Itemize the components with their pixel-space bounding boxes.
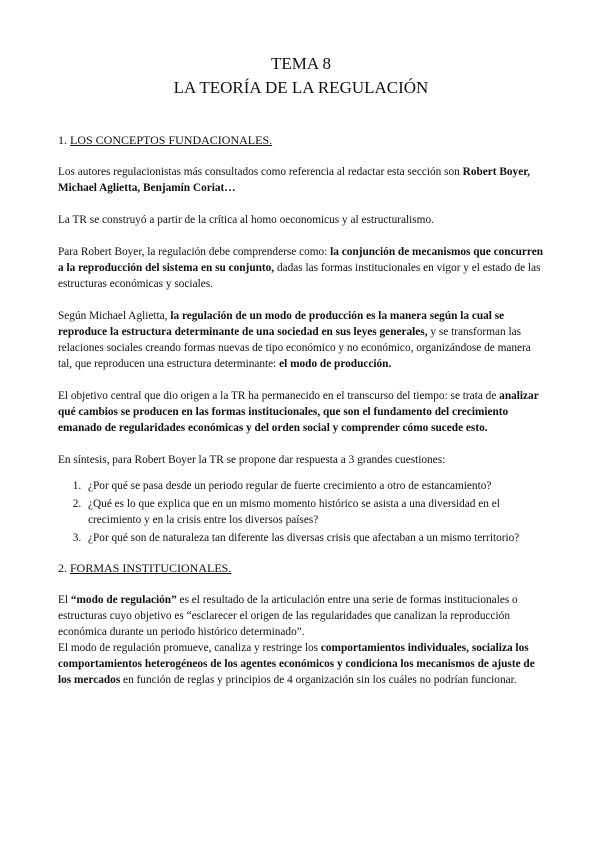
section-2-heading [58, 560, 544, 576]
paragraph-tr-origin-text: La TR se construyó a partir de la crítica al homo oeconomicus y al estructuralismo. [58, 214, 434, 226]
document-page [58, 52, 544, 688]
section-1-title: LOS CONCEPTOS FUNDACIONALES. [70, 133, 273, 147]
paragraph-boyer-text-1: Para Robert Boyer, la regulación debe comprenderse como: [58, 246, 331, 258]
paragraph-aglietta-text-2: y se transforman las relaciones sociales creando formas nuevas de tipo económico y no económico, organizándose de manera tal, que reproducen una estructura determinante: [58, 326, 531, 370]
paragraph-tr-origin [58, 212, 544, 228]
section-1-number: 1. [58, 133, 67, 147]
paragraph-promueve-text-2: en función de reglas y principios de 4 organización sin los cuáles no podrían funcionar. [120, 674, 517, 686]
paragraph-promueve [58, 640, 544, 688]
page-title [58, 52, 544, 100]
question-item-3: 3. ¿Por qué son de naturaleza tan diferente las diversas crisis que afectaban a un mismo territorio? [84, 530, 544, 546]
paragraph-boyer-bold: la conjunción de mecanismos que concurren a la reproducción del sistema en su conjunto, [58, 246, 544, 274]
paragraph-aglietta-bold-2: el modo de producción. [279, 358, 392, 370]
paragraph-objective [58, 388, 544, 436]
paragraph-synthesis-text: En síntesis, para Robert Boyer la TR se propone dar respuesta a 3 grandes cuestiones: [58, 454, 446, 466]
title-line-1: TEMA 8 [271, 54, 331, 73]
questions-list [58, 478, 544, 546]
section-2-title: FORMAS INSTITUCIONALES. [70, 561, 232, 575]
paragraph-aglietta-text-1: Según Michael Aglietta, [58, 310, 171, 322]
paragraph-authors-bold: Robert Boyer, Michael Aglietta, Benjamín Coriat… [58, 166, 531, 194]
title-line-2: LA TEORÍA DE LA REGULACIÓN [173, 78, 429, 97]
paragraph-promueve-bold: comportamientos individuales, socializa los comportamientos heterogéneos de los agentes económicos y condiciona los mecanismos de ajuste de los mercados [58, 642, 535, 686]
paragraph-boyer [58, 244, 544, 292]
paragraph-aglietta-bold-1: la regulación de un modo de producción es la manera según la cual se reproduce la estructura determinante de una sociedad en sus leyes generales, [58, 310, 505, 338]
paragraph-promueve-text-1: El modo de regulación promueve, canaliza y restringe los [58, 642, 321, 654]
paragraph-boyer-text-2: dadas las formas institucionales en vigor y el estado de las estructuras económicas y sociales. [58, 262, 541, 290]
paragraph-authors-text: Los autores regulacionistas más consultados como referencia al redactar esta sección son [58, 166, 463, 178]
paragraph-synthesis [58, 452, 544, 468]
paragraph-modo-regulacion-text-2: es el resultado de la articulación entre una serie de formas institucionales o estructuras cuyo objetivo es “esclarecer el origen de las regularidades que canalizan la reproducción económica durante un periodo histórico determinado”. [58, 594, 518, 638]
section-2-number: 2. [58, 561, 67, 575]
question-item-2: 2. ¿Qué es lo que explica que en un mismo momento histórico se asista a una diversidad en el crecimiento y en la crisis entre los diversos países? [84, 496, 544, 528]
paragraph-modo-regulacion [58, 592, 544, 640]
paragraph-objective-bold: analizar qué cambios se producen en las formas institucionales, que son el fundamento del crecimiento emanado de regularidades económicas y del orden social y comprender cómo sucede esto. [58, 390, 539, 434]
paragraph-objective-text: El objetivo central que dio origen a la TR ha permanecido en el transcurso del tiempo: se trata de [58, 390, 500, 402]
paragraph-modo-regulacion-text-1: El [58, 594, 71, 606]
paragraph-authors [58, 164, 544, 196]
paragraph-modo-regulacion-bold: “modo de regulación” [70, 594, 177, 606]
question-item-1: 1. ¿Por qué se pasa desde un periodo regular de fuerte crecimiento a otro de estancamiento? [84, 478, 544, 494]
section-1-heading [58, 132, 544, 148]
paragraph-aglietta [58, 308, 544, 372]
